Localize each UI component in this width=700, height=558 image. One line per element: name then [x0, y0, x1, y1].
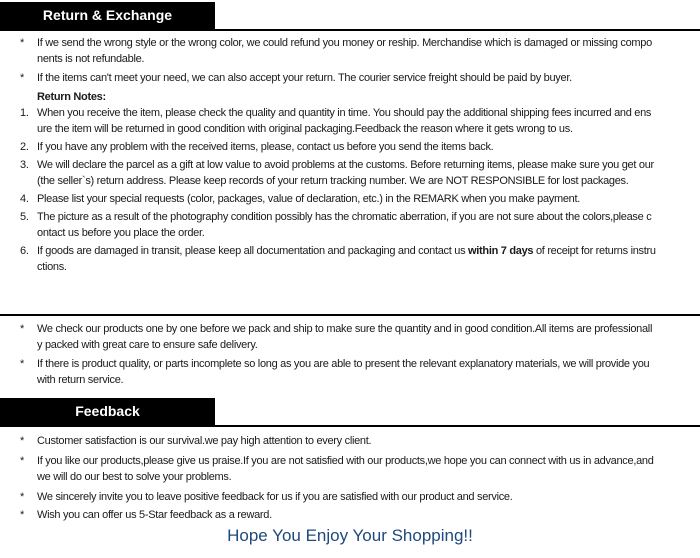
policy-text-line: If there is product quality, or parts incomplete so long as you are able to present the relevant explanatory materials, we will provide you: [37, 358, 650, 370]
policy-text-line: ontact us before you place the order.: [37, 227, 205, 239]
return-exchange-banner-row: [0, 2, 700, 31]
policy-text-line: If you like our products,please give us praise.If you are not satisfied with our products,we hope you can connect with us in advance,and: [37, 455, 654, 467]
policy-text-line: We check our products one by one before we pack and ship to make sure the quantity and in good condition.All items are professionall: [37, 323, 653, 335]
feedback-banner-row: [0, 398, 700, 427]
item-number: 4.: [20, 193, 29, 205]
policy-text-line: Please list your special requests (color, packages, value of declaration, etc.) in the REMARK when you make payment.: [37, 193, 580, 205]
return-note-item: [20, 209, 696, 241]
policy-text-line: The picture as a result of the photography condition possibly has the chromatic aberration, if you are not sure about the colors,please c: [37, 211, 652, 223]
policy-text-line: we will do our best to solve your problems.: [37, 471, 232, 483]
return-notes-heading: Return Notes:: [37, 91, 106, 103]
policy-text-line: ctions.: [37, 261, 67, 273]
bullet-marker: *: [20, 358, 24, 370]
feedback-banner: Feedback: [0, 398, 215, 425]
within-7-days-emphasis: within 7 days: [468, 245, 534, 257]
item-number: 1.: [20, 107, 29, 119]
return-note-item: [20, 139, 696, 155]
policy-text-line: (the seller`s) return address. Please keep records of your return tracking number. We are NOT RESPONSIBLE for lost packages.: [37, 175, 629, 187]
policy-text-line: ure the item will be returned in good condition with original packaging.Feedback the reason where it gets wrong to us.: [37, 123, 573, 135]
policy-text-line: Customer satisfaction is our survival.we pay high attention to every client.: [37, 435, 372, 447]
policy-text-line: If the items can't meet your need, we can also accept your return. The courier service freight should be paid by buyer.: [37, 72, 572, 84]
item-number: 6.: [20, 245, 29, 257]
policy-text-line: with return service.: [37, 374, 124, 386]
return-notes-heading-row: [20, 89, 696, 105]
bullet-marker: *: [20, 72, 24, 84]
quality-bullet: [20, 321, 696, 353]
return-notes-list: [0, 105, 700, 275]
return-policy-section: [0, 31, 700, 105]
policy-text-line: When you receive the item, please check the quality and quantity in time. You should pay the additional shipping fees incurred and ens: [37, 107, 652, 119]
return-note-item: [20, 105, 696, 137]
policy-text-line: nents is not refundable.: [37, 53, 145, 65]
policy-text-line: We will declare the parcel as a gift at low value to avoid problems at the customs. Before returning items, please make sure you get our: [37, 159, 654, 171]
policy-text-line: If you have any problem with the received items, please, contact us before you send the items back.: [37, 141, 494, 153]
policy-text-line: We sincerely invite you to leave positive feedback for us if you are satisfied with our product and service.: [37, 491, 513, 503]
return-policy-bullet: [20, 70, 696, 86]
policy-text-line: Wish you can offer us 5-Star feedback as a reward.: [37, 509, 272, 521]
quality-section: [0, 316, 700, 388]
item-number: 3.: [20, 159, 29, 171]
feedback-section: [0, 427, 700, 523]
policy-text-line: If goods are damaged in transit, please keep all documentation and packaging and contact us within 7 days of receipt for returns instru: [37, 245, 656, 257]
feedback-bullet: [20, 489, 696, 505]
item-number: 5.: [20, 211, 29, 223]
return-exchange-banner: Return & Exchange: [0, 2, 215, 29]
return-note-item: [20, 243, 696, 275]
bullet-marker: *: [20, 509, 24, 521]
return-policy-bullet: [20, 35, 696, 67]
return-note-item: [20, 191, 696, 207]
feedback-bullet: [20, 453, 696, 485]
bullet-marker: *: [20, 323, 24, 335]
closing-message: Hope You Enjoy Your Shopping!!: [227, 526, 473, 545]
bullet-marker: *: [20, 491, 24, 503]
quality-bullet: [20, 356, 696, 388]
feedback-bullet: [20, 433, 696, 449]
bullet-marker: *: [20, 37, 24, 49]
feedback-bullet: [20, 507, 696, 523]
bullet-marker: *: [20, 455, 24, 467]
bullet-marker: *: [20, 435, 24, 447]
policy-text-line: If we send the wrong style or the wrong color, we could refund you money or reship. Merchandise which is damaged or missing compo: [37, 37, 652, 49]
policy-text-line: y packed with great care to ensure safe delivery.: [37, 339, 258, 351]
return-note-item: [20, 157, 696, 189]
item-number: 2.: [20, 141, 29, 153]
